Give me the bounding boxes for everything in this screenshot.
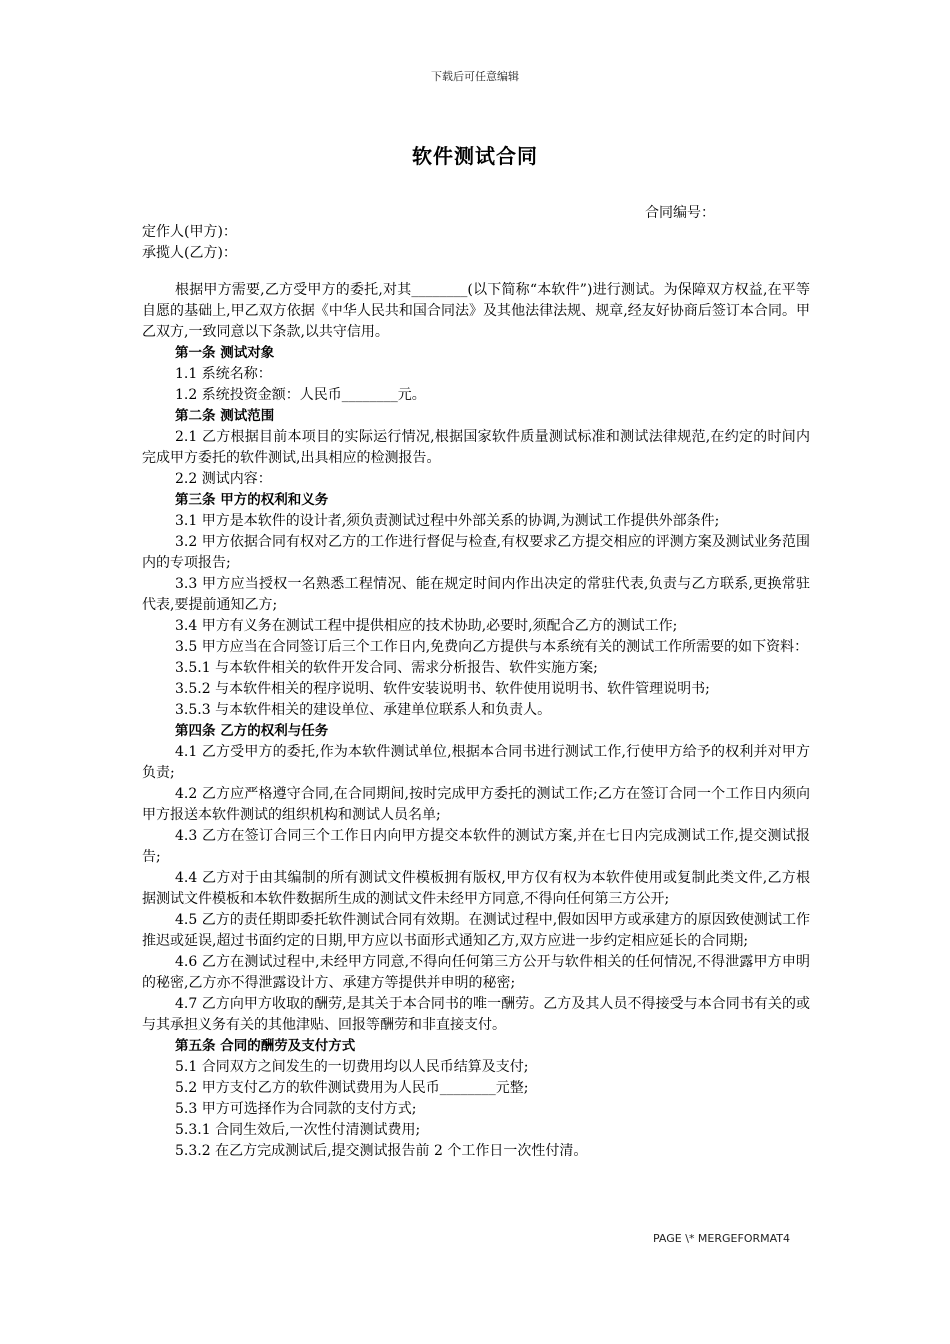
paragraph: 1.2 系统投资金额：人民币________元。 xyxy=(175,387,426,403)
paragraph-list xyxy=(142,280,810,1162)
paragraph: 4.5 乙方的责任期即委托软件测试合同有效期。在测试过程中,假如因甲方或承建方的原因致使测试工作推迟或延误,超过书面约定的日期,甲方应以书面形式通知乙方,双方应进一步约定相应延长的合同期; xyxy=(142,912,810,949)
paragraph: 3.5.3 与本软件相关的建设单位、承建单位联系人和负责人。 xyxy=(175,702,552,718)
section-heading: 第二条 测试范围 xyxy=(175,408,275,424)
paragraph: 5.2 甲方支付乙方的软件测试费用为人民币________元整; xyxy=(175,1080,529,1096)
paragraph: 5.3 甲方可选择作为合同款的支付方式; xyxy=(175,1101,417,1117)
document-title: 软件测试合同 xyxy=(412,144,538,168)
section-heading: 第三条 甲方的权利和义务 xyxy=(175,492,329,508)
paragraph: 5.3.2 在乙方完成测试后,提交测试报告前 2 个工作日一次性付清。 xyxy=(175,1143,588,1159)
paragraph: 3.3 甲方应当授权一名熟悉工程情况、能在规定时间内作出决定的常驻代表,负责与乙方联系,更换常驻代表,要提前通知乙方; xyxy=(142,576,810,613)
paragraph: 1.1 系统名称： xyxy=(175,366,272,382)
paragraph: 4.1 乙方受甲方的委托,作为本软件测试单位,根据本合同书进行测试工作,行使甲方给予的权利并对甲方负责; xyxy=(142,744,810,781)
paragraph: 3.1 甲方是本软件的设计者,须负责测试过程中外部关系的协调,为测试工作提供外部条件; xyxy=(175,513,720,529)
page-footer: PAGE \* MERGEFORMAT4 xyxy=(653,1232,791,1245)
paragraph: 4.4 乙方对于由其编制的所有测试文件模板拥有版权,甲方仅有权为本软件使用或复制此类文件,乙方根据测试文件模板和本软件数据所生成的测试文件未经甲方同意,不得向任何第三方公开; xyxy=(142,870,810,907)
paragraph: 2.2 测试内容： xyxy=(175,471,272,487)
section-heading: 第五条 合同的酬劳及支付方式 xyxy=(175,1038,356,1054)
blank-line xyxy=(142,264,810,280)
paragraph: 4.3 乙方在签订合同三个工作日内向甲方提交本软件的测试方案,并在七日内完成测试工作,提交测试报告; xyxy=(142,828,810,865)
paragraph: 5.3.1 合同生效后,一次性付清测试费用; xyxy=(175,1122,421,1138)
section-heading: 第四条 乙方的权利与任务 xyxy=(175,723,329,739)
paragraph: 4.7 乙方向甲方收取的酬劳,是其关于本合同书的唯一酬劳。乙方及其人员不得接受与本合同书有关的或与其承担义务有关的其他津贴、回报等酬劳和非直接支付。 xyxy=(142,996,810,1033)
paragraph: 3.5 甲方应当在合同签订后三个工作日内,免费向乙方提供与本系统有关的测试工作所需要的如下资料： xyxy=(175,639,809,655)
section-heading: 第一条 测试对象 xyxy=(175,345,275,361)
paragraph: 3.5.2 与本软件相关的程序说明、软件安装说明书、软件使用说明书、软件管理说明书; xyxy=(175,681,710,697)
paragraph: 根据甲方需要,乙方受甲方的委托,对其________(以下简称“本软件”)进行测试。为保障双方权益,在平等自愿的基础上,甲乙双方依据《中华人民共和国合同法》及其他法律法规、规章,经友好协商后签订本合同。甲乙双方,一致同意以下条款,以共守信用。 xyxy=(142,282,810,340)
party-a-line: 定作人(甲方)： xyxy=(142,224,237,240)
header-note: 下载后可任意编辑 xyxy=(431,70,519,83)
paragraph: 2.1 乙方根据目前本项目的实际运行情况,根据国家软件质量测试标准和测试法律规范,在约定的时间内完成甲方委托的软件测试,出具相应的检测报告。 xyxy=(142,429,810,466)
document-body xyxy=(142,222,810,1162)
paragraph: 4.2 乙方应严格遵守合同,在合同期间,按时完成甲方委托的测试工作;乙方在签订合同一个工作日内须向甲方报送本软件测试的组织机构和测试人员名单; xyxy=(142,786,810,823)
paragraph: 3.5.1 与本软件相关的软件开发合同、需求分析报告、软件实施方案; xyxy=(175,660,598,676)
paragraph: 3.2 甲方依据合同有权对乙方的工作进行督促与检查,有权要求乙方提交相应的评测方案及测试业务范围内的专项报告; xyxy=(142,534,810,571)
paragraph: 4.6 乙方在测试过程中,未经甲方同意,不得向任何第三方公开与软件相关的任何情况,不得泄露甲方申明的秘密,乙方亦不得泄露设计方、承建方等提供并申明的秘密; xyxy=(142,954,810,991)
party-b-line: 承揽人(乙方)： xyxy=(142,245,237,261)
paragraph: 3.4 甲方有义务在测试工程中提供相应的技术协助,必要时,须配合乙方的测试工作; xyxy=(175,618,678,634)
paragraph: 5.1 合同双方之间发生的一切费用均以人民币结算及支付; xyxy=(175,1059,529,1075)
contract-number-label: 合同编号： xyxy=(645,205,715,221)
